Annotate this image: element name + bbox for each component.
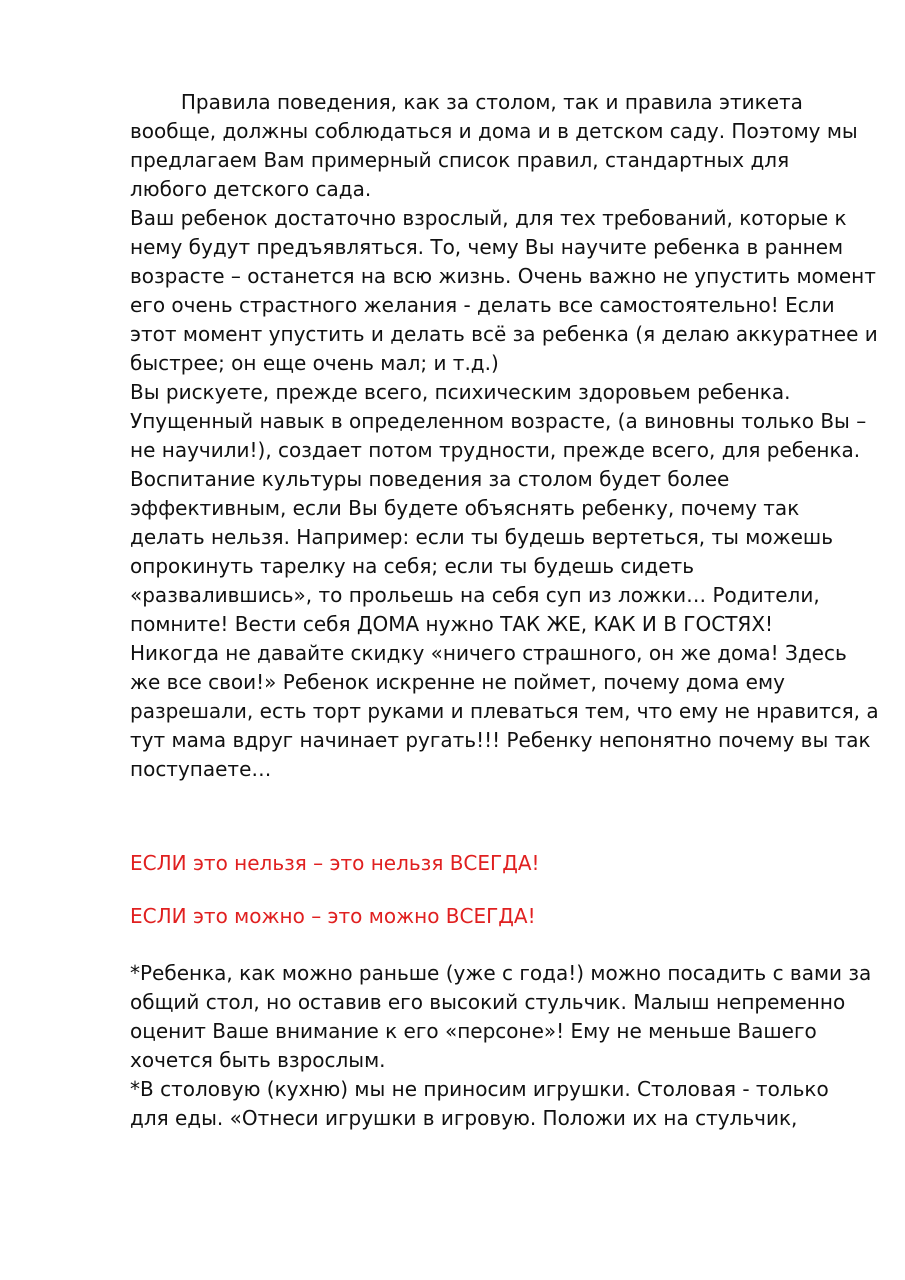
rule-allowed [130,902,850,931]
text-line: Правила поведения, как за столом, так и правила этикета [130,90,803,114]
text-line: его очень страстного желания - делать все самостоятельно! Если [130,293,835,317]
text-line: не научили!), создает потом трудности, прежде всего, для ребенка. [130,438,861,462]
rule-forbidden-text: ЕСЛИ это нельзя – это нельзя ВСЕГДА! [130,851,540,875]
text-line: любого детского сада. [130,177,372,201]
text-line: поступаете… [130,757,272,781]
paragraph-intro [130,88,879,784]
text-line: хочется быть взрослым. [130,1048,386,1072]
text-line: Воспитание культуры поведения за столом будет более [130,467,730,491]
text-line: опрокинуть тарелку на себя; если ты будешь сидеть [130,554,694,578]
text-line: «развалившись», то прольешь на себя суп из ложки… Родители, [130,583,820,607]
text-line: разрешали, есть торт руками и плеваться тем, что ему не нравится, а [130,699,879,723]
text-line: *В столовую (кухню) мы не приносим игрушки. Столовая - только [130,1077,829,1101]
text-line: оценит Ваше внимание к его «персоне»! Ему не меньше Вашего [130,1019,817,1043]
text-line: этот момент упустить и делать всё за ребенка (я делаю аккуратнее и [130,322,878,346]
text-line: Никогда не давайте скидку «ничего страшного, он же дома! Здесь [130,641,847,665]
text-line: тут мама вдруг начинает ругать!!! Ребенку непонятно почему вы так [130,728,871,752]
text-line: общий стол, но оставив его высокий стульчик. Малыш непременно [130,990,846,1014]
rule-allowed-text: ЕСЛИ это можно – это можно ВСЕГДА! [130,904,536,928]
text-line: *Ребенка, как можно раньше (уже с года!) можно посадить с вами за [130,961,872,985]
text-line: предлагаем Вам примерный список правил, стандартных для [130,148,790,172]
text-line: вообще, должны соблюдаться и дома и в детском саду. Поэтому мы [130,119,858,143]
text-line: делать нельзя. Например: если ты будешь вертеться, ты можешь [130,525,833,549]
text-line: Ваш ребенок достаточно взрослый, для тех требований, которые к [130,206,847,230]
text-line: для еды. «Отнеси игрушки в игровую. Положи их на стульчик, [130,1106,798,1130]
text-line: нему будут предъявляться. То, чему Вы научите ребенка в раннем [130,235,844,259]
paragraph-rules [130,959,872,1133]
text-line: эффективным, если Вы будете объяснять ребенку, почему так [130,496,800,520]
text-line: же все свои!» Ребенок искренне не поймет, почему дома ему [130,670,785,694]
text-line: быстрее; он еще очень мал; и т.д.) [130,351,499,375]
text-line: Вы рискуете, прежде всего, психическим здоровьем ребенка. [130,380,791,404]
text-line: возрасте – останется на всю жизнь. Очень важно не упустить момент [130,264,876,288]
text-line: Упущенный навык в определенном возрасте, (а виновны только Вы – [130,409,867,433]
text-line: помните! Вести себя ДОМА нужно ТАК ЖЕ, КАК И В ГОСТЯХ! [130,612,774,636]
rule-forbidden [130,849,850,878]
